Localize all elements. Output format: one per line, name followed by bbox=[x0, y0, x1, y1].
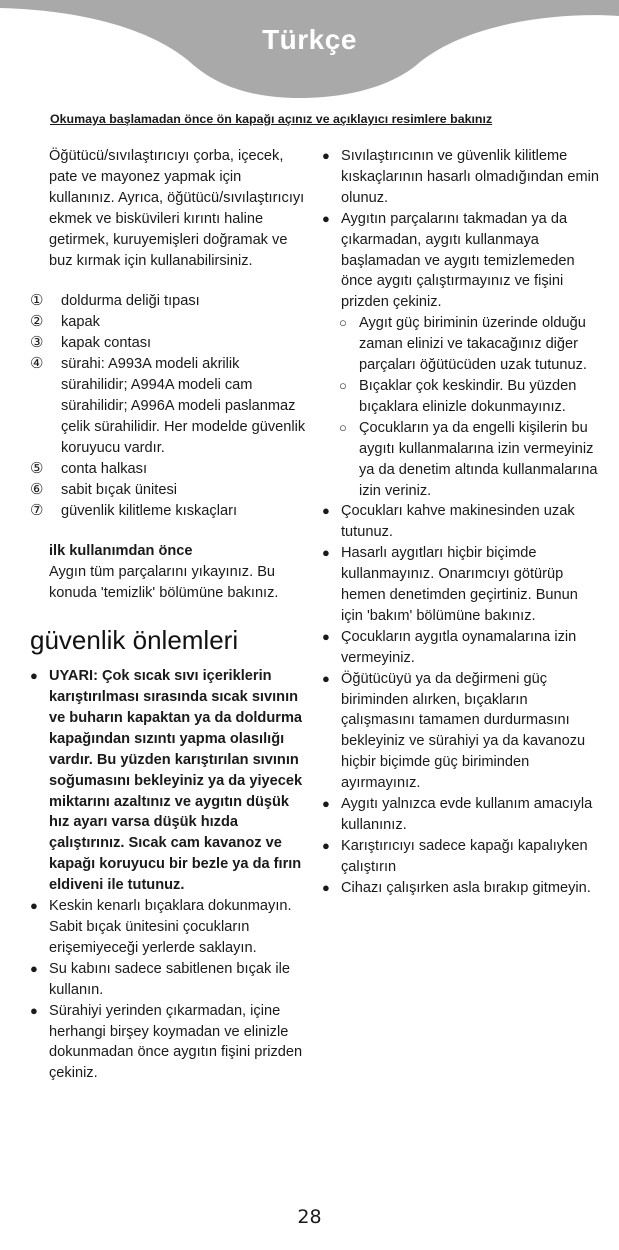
warning-text: UYARI: Çok sıcak sıvı içeriklerin karıştırılması sırasında sıcak sıvının ve buharın kapaktan ya da doldurma kapağından sızıntı yapma olasılığı vardır. Bu yüzden karıştırılan sıvının soğumasını bekleyiniz ya da yiyecek miktarını azaltınız ve aygıtın düşük hız ayarı varsa düşük hızda çalıştırınız. Sıcak cam kavanoz ve kapağı koruyucu bir bezle ya da fırın eldiveni ile tutunuz. bbox=[49, 668, 303, 894]
first-use-heading: ilk kullanımdan önce bbox=[49, 543, 193, 560]
bullet-icon: ● bbox=[322, 628, 330, 644]
item-text: Bıçaklar çok keskindir. Bu yüzden bıçaklara elinizle dokunmayınız. bbox=[359, 377, 577, 415]
list-item bbox=[322, 627, 602, 669]
item-text: Cihazı çalışırken asla bırakıp gitmeyin. bbox=[341, 879, 591, 896]
list-item bbox=[30, 459, 310, 480]
left-column bbox=[30, 146, 310, 1084]
list-item bbox=[30, 480, 310, 501]
part-label: kapak bbox=[61, 314, 100, 331]
list-item bbox=[30, 1001, 310, 1085]
sub-list-item bbox=[322, 418, 602, 502]
bullet-icon: ● bbox=[30, 898, 38, 914]
item-text: Karıştırıcıyı sadece kapağı kapalıyken çalıştırın bbox=[341, 837, 588, 875]
part-label: conta halkası bbox=[61, 460, 147, 477]
part-label: sürahi: A993A modeli akrilik sürahilidir; A994A modeli cam sürahilidir; A996A modeli paslanmaz çelik sürahilidir. Her modelde güvenlik koruyucu vardır. bbox=[61, 356, 306, 456]
bullet-icon: ● bbox=[322, 879, 330, 895]
sub-list-item bbox=[322, 376, 602, 418]
circled-number: ① bbox=[30, 292, 44, 310]
list-item bbox=[322, 501, 602, 543]
list-item bbox=[322, 209, 602, 502]
bullet-icon: ● bbox=[322, 503, 330, 519]
parts-list bbox=[30, 291, 310, 521]
item-text: Öğütücüyü ya da değirmeni güç biriminden alırken, bıçakların çalışmasını tamamen durdurmasını bekleyiniz ve sürahiyi ya da kavanozu hiçbir biçimde güç biriminden ayırmayınız. bbox=[341, 670, 586, 792]
bullet-icon: ● bbox=[322, 796, 330, 812]
bullet-icon: ● bbox=[322, 837, 330, 853]
item-text: Çocukların aygıtla oynamalarına izin vermeyiniz. bbox=[341, 628, 577, 666]
circled-number: ③ bbox=[30, 334, 44, 352]
list-item bbox=[30, 959, 310, 1001]
item-text: Çocukların ya da engelli kişilerin bu aygıtı kullanmalarına izin vermeyiniz ya da denetim altında kullanmalarına izin veriniz. bbox=[359, 419, 598, 499]
first-use-text: Aygın tüm parçalarını yıkayınız. Bu konuda 'temizlik' bölümüne bakınız. bbox=[49, 564, 279, 602]
right-column bbox=[322, 146, 602, 899]
item-text: Çocukları kahve makinesinden uzak tutunuz. bbox=[341, 503, 575, 541]
item-text: Aygıtı yalnızca evde kullanım amacıyla kullanınız. bbox=[341, 796, 593, 833]
list-item bbox=[322, 794, 602, 836]
list-item bbox=[30, 291, 310, 312]
list-item bbox=[322, 146, 602, 209]
list-item bbox=[322, 669, 602, 794]
circled-number: ⑤ bbox=[30, 459, 44, 477]
part-label: güvenlik kilitleme kıskaçları bbox=[61, 502, 237, 519]
language-title: Türkçe bbox=[262, 24, 357, 55]
safety-title: güvenlik önlemleri bbox=[30, 625, 239, 656]
bullet-icon: ● bbox=[322, 210, 330, 226]
circled-number: ② bbox=[30, 313, 44, 331]
ring-bullet-icon: ○ bbox=[339, 419, 347, 435]
list-item bbox=[30, 501, 310, 522]
bullet-icon: ● bbox=[30, 1002, 38, 1018]
bullet-icon: ● bbox=[322, 545, 330, 561]
part-label: kapak contası bbox=[61, 335, 152, 352]
list-item bbox=[322, 836, 602, 878]
part-label: doldurma deliği tıpası bbox=[61, 293, 200, 310]
list-item bbox=[30, 312, 310, 333]
list-item bbox=[30, 333, 310, 354]
safety-list-left bbox=[30, 666, 310, 1084]
item-text: Aygıtın parçalarını takmadan ya da çıkarmadan, aygıtı kullanmaya başlamadan ve aygıtı temizlemeden önce aygıtı çalıştırmayınız ve fişini prizden çekiniz. bbox=[341, 210, 575, 311]
intro-paragraph: Öğütücü/sıvılaştırıcıyı çorba, içecek, pate ve mayonez yapmak için kullanınız. Ayrıca, öğütücü/sıvılaştırıcıyı ekmek ve bisküvileri kırıntı haline getirmek, kuruyemişleri doğramak ve buz kırmak için kullanabilirsiniz. bbox=[49, 148, 305, 269]
page-number: 28 bbox=[297, 1206, 322, 1228]
circled-number: ⑦ bbox=[30, 501, 44, 519]
circled-number: ⑥ bbox=[30, 480, 44, 498]
ring-bullet-icon: ○ bbox=[339, 315, 347, 331]
circled-number: ④ bbox=[30, 355, 44, 373]
bullet-icon: ● bbox=[322, 148, 330, 163]
ring-bullet-icon: ○ bbox=[339, 377, 347, 393]
item-text: Sürahiyi yerinden çıkarmadan, içine herhangi birşey koymadan ve elinizle dokunmadan önce aygıtın fişini prizden çekiniz. bbox=[49, 1002, 303, 1082]
list-item bbox=[322, 878, 602, 899]
item-text: Su kabını sadece sabitlenen bıçak ile kullanın. bbox=[49, 960, 290, 998]
intro-note: Okumaya başlamadan önce ön kapağı açınız ve açıklayıcı resimlere bakınız bbox=[50, 112, 493, 126]
list-item bbox=[30, 896, 310, 959]
first-use-section bbox=[30, 541, 310, 604]
list-item bbox=[30, 666, 310, 896]
list-item bbox=[322, 543, 602, 627]
bullet-icon: ● bbox=[30, 668, 38, 684]
safety-list-right bbox=[322, 146, 602, 899]
item-text: Sıvılaştırıcının ve güvenlik kilitleme kıskaçlarının hasarlı olmadığından emin olunuz. bbox=[341, 148, 599, 206]
sub-list-item bbox=[322, 313, 602, 376]
item-text: Hasarlı aygıtları hiçbir biçimde kullanmayınız. Onarımcıyı götürüp hemen denetimden geçirtiniz. Bunun için 'bakım' bölümüne bakınız. bbox=[341, 545, 578, 624]
bullet-icon: ● bbox=[322, 670, 330, 686]
bullet-icon: ● bbox=[30, 960, 38, 976]
item-text: Aygıt güç biriminin üzerinde olduğu zaman elinizi ve takacağınız diğer parçaları öğütücüden uzak tutunuz. bbox=[359, 315, 587, 374]
list-item bbox=[30, 354, 310, 459]
sub-list bbox=[322, 313, 602, 501]
item-text: Keskin kenarlı bıçaklara dokunmayın. Sabit bıçak ünitesini çocukların erişemiyeceği yerlerde saklayın. bbox=[49, 898, 292, 956]
part-label: sabit bıçak ünitesi bbox=[61, 481, 178, 498]
